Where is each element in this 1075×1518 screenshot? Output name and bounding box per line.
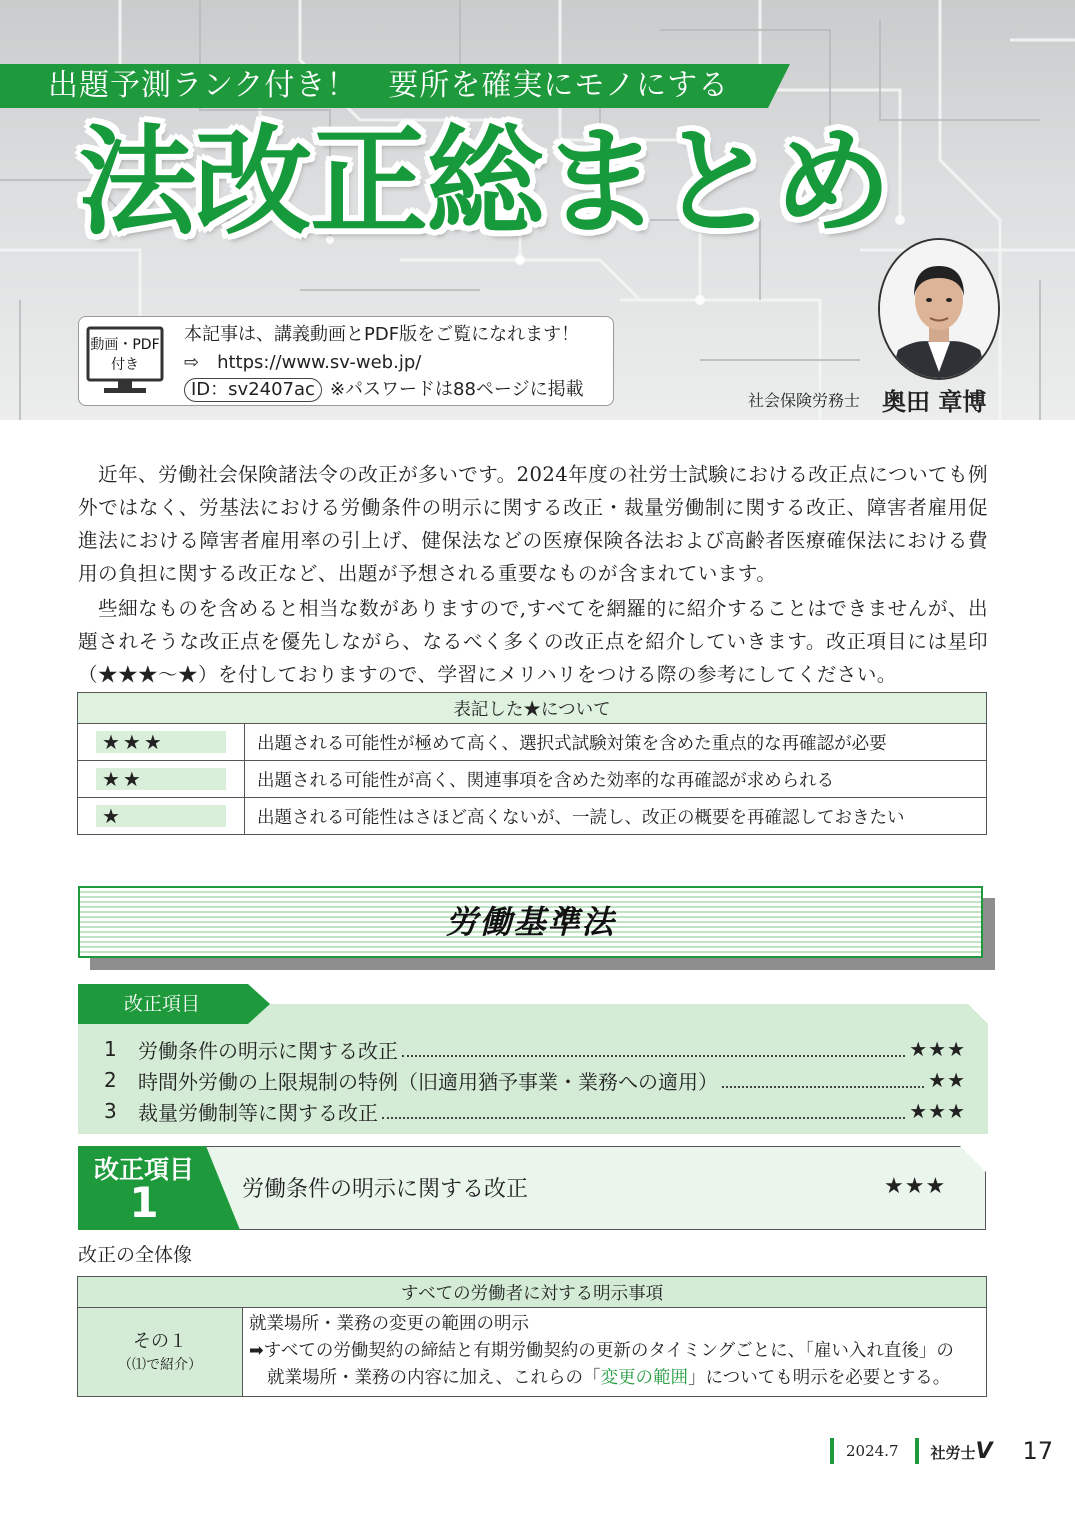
revision-item[interactable] — [104, 1064, 966, 1096]
revision-items-label: 改正項目 — [124, 993, 201, 1015]
star-rating: ★★ — [96, 768, 226, 790]
overview-label: 改正の全体像 — [78, 1244, 193, 1266]
footer-date: 2024.7 — [846, 1442, 899, 1460]
monitor-icon — [86, 326, 164, 396]
revision-item-stars: ★★ — [928, 1068, 966, 1092]
info-text: 本記事は、講義動画とPDF版をご覧になれます！ — [184, 324, 580, 345]
leader-dots — [402, 1041, 905, 1057]
intro-paragraph-1: 近年、労働社会保険諸法令の改正が多いです。2024年度の社労士試験における改正点についても例外ではなく、労基法における労働条件の明示に関する改正・裁量労働制に関する改正、障害者雇用促進法における障害者雇用率の引上げ、健保法などの医療保険各法および高齢者医療確保法における費用の負担に関する改正など、出題が予想される重要なものが含まれています。 — [78, 463, 988, 585]
overview-row-text: 」についても明示を必要とする。 — [688, 1368, 951, 1388]
overview-table — [77, 1276, 987, 1397]
leader-dots — [382, 1103, 905, 1119]
star-description: 出題される可能性が高く、関連事項を含めた効率的な再確認が求められる — [245, 761, 987, 798]
overview-row-text: すべての労働契約の締結と有期労働契約の更新のタイミングごとに、「雇い入れ直後」の — [263, 1341, 954, 1361]
overview-row-line2 — [249, 1365, 978, 1392]
footer-magazine — [931, 1439, 993, 1464]
footer-magazine-prefix: 社労士 — [930, 1443, 976, 1462]
revision-item-number: 1 — [104, 1037, 117, 1061]
author-portrait — [878, 238, 1000, 380]
star-description: 出題される可能性が極めて高く、選択式試験対策を含めた重点的な再確認が必要 — [245, 724, 987, 761]
revision-item[interactable] — [104, 1095, 966, 1127]
info-id-pill: ID：sv2407ac — [184, 378, 322, 402]
footer — [830, 1434, 1053, 1468]
revision-item-number: 2 — [104, 1068, 117, 1092]
leader-dots — [722, 1072, 924, 1088]
overview-row-main: その１ — [133, 1331, 187, 1352]
revision-item-label: 時間外労働の上限規制の特例（旧適用猶予事業・業務への適用） — [138, 1069, 718, 1094]
table-row — [78, 1308, 987, 1397]
overview-row-label — [78, 1308, 243, 1397]
item1-stars: ★★★ — [884, 1174, 947, 1199]
table-row — [78, 798, 987, 835]
author-role: 社会保険労務士 — [748, 391, 861, 410]
overview-row-line1 — [249, 1338, 978, 1365]
revision-item-stars: ★★★ — [909, 1037, 966, 1061]
header-banner-text: 出題予測ランク付き！ 要所を確実にモノにする — [48, 68, 730, 103]
footer-bar — [915, 1438, 919, 1464]
item1-title: 労働条件の明示に関する改正 — [242, 1177, 529, 1202]
monitor-icon-label-1: 動画・PDF — [90, 337, 160, 353]
overview-row-text: 就業場所・業務の内容に加え、これらの「 — [267, 1368, 601, 1388]
star-legend-table — [77, 692, 987, 835]
author-name: 奥田 章博 — [882, 388, 987, 416]
star-rating: ★ — [96, 805, 226, 827]
revision-item[interactable] — [104, 1033, 966, 1065]
table-row — [78, 724, 987, 761]
author-portrait-graphic — [880, 240, 998, 378]
revision-item-label: 労働条件の明示に関する改正 — [138, 1038, 398, 1063]
item1-tab-label: 改正項目 — [93, 1155, 194, 1184]
overview-row-title: 就業場所・業務の変更の範囲の明示 — [249, 1314, 529, 1334]
overview-row-sub: （⑴で紹介） — [118, 1357, 202, 1373]
section-title: 労働基準法 — [445, 903, 616, 941]
page-title: 法改正総まとめ — [78, 113, 891, 251]
star-description: 出題される可能性はさほど高くないが、一読し、改正の概要を再確認しておきたい — [245, 798, 987, 835]
footer-bar — [830, 1438, 834, 1464]
star-rating: ★★★ — [96, 731, 226, 753]
info-password-note: ※パスワードは88ページに掲載 — [329, 379, 584, 400]
revision-item-number: 3 — [104, 1099, 117, 1123]
star-legend-header: 表記した★について — [78, 693, 987, 724]
table-row — [78, 761, 987, 798]
intro-paragraph-2: 些細なものを含めると相当な数がありますので,すべてを網羅的に紹介することはできませんが、出題されそうな改正点を優先しながら、なるべく多くの改正点を紹介していきます。改正項目には星印（★★★～★）を付しておりますので、学習にメリハリをつける際の参考にしてください。 — [78, 597, 988, 686]
overview-row-content — [243, 1308, 987, 1397]
highlight-text: 変更の範囲 — [600, 1368, 689, 1388]
overview-table-header: すべての労働者に対する明示事項 — [78, 1277, 987, 1308]
info-id-line — [184, 375, 584, 402]
revision-item-stars: ★★★ — [909, 1099, 966, 1123]
monitor-icon-label-2: 付き — [111, 357, 139, 373]
footer-magazine-suffix: V — [975, 1438, 993, 1464]
revision-item-label: 裁量労働制等に関する改正 — [138, 1100, 378, 1125]
info-url[interactable]: ⇨ https://www.sv-web.jp/ — [184, 352, 422, 373]
arrow-icon: ➡ — [249, 1341, 264, 1361]
item1-tab-number: 1 — [129, 1178, 159, 1227]
page-number: 17 — [1022, 1437, 1054, 1465]
